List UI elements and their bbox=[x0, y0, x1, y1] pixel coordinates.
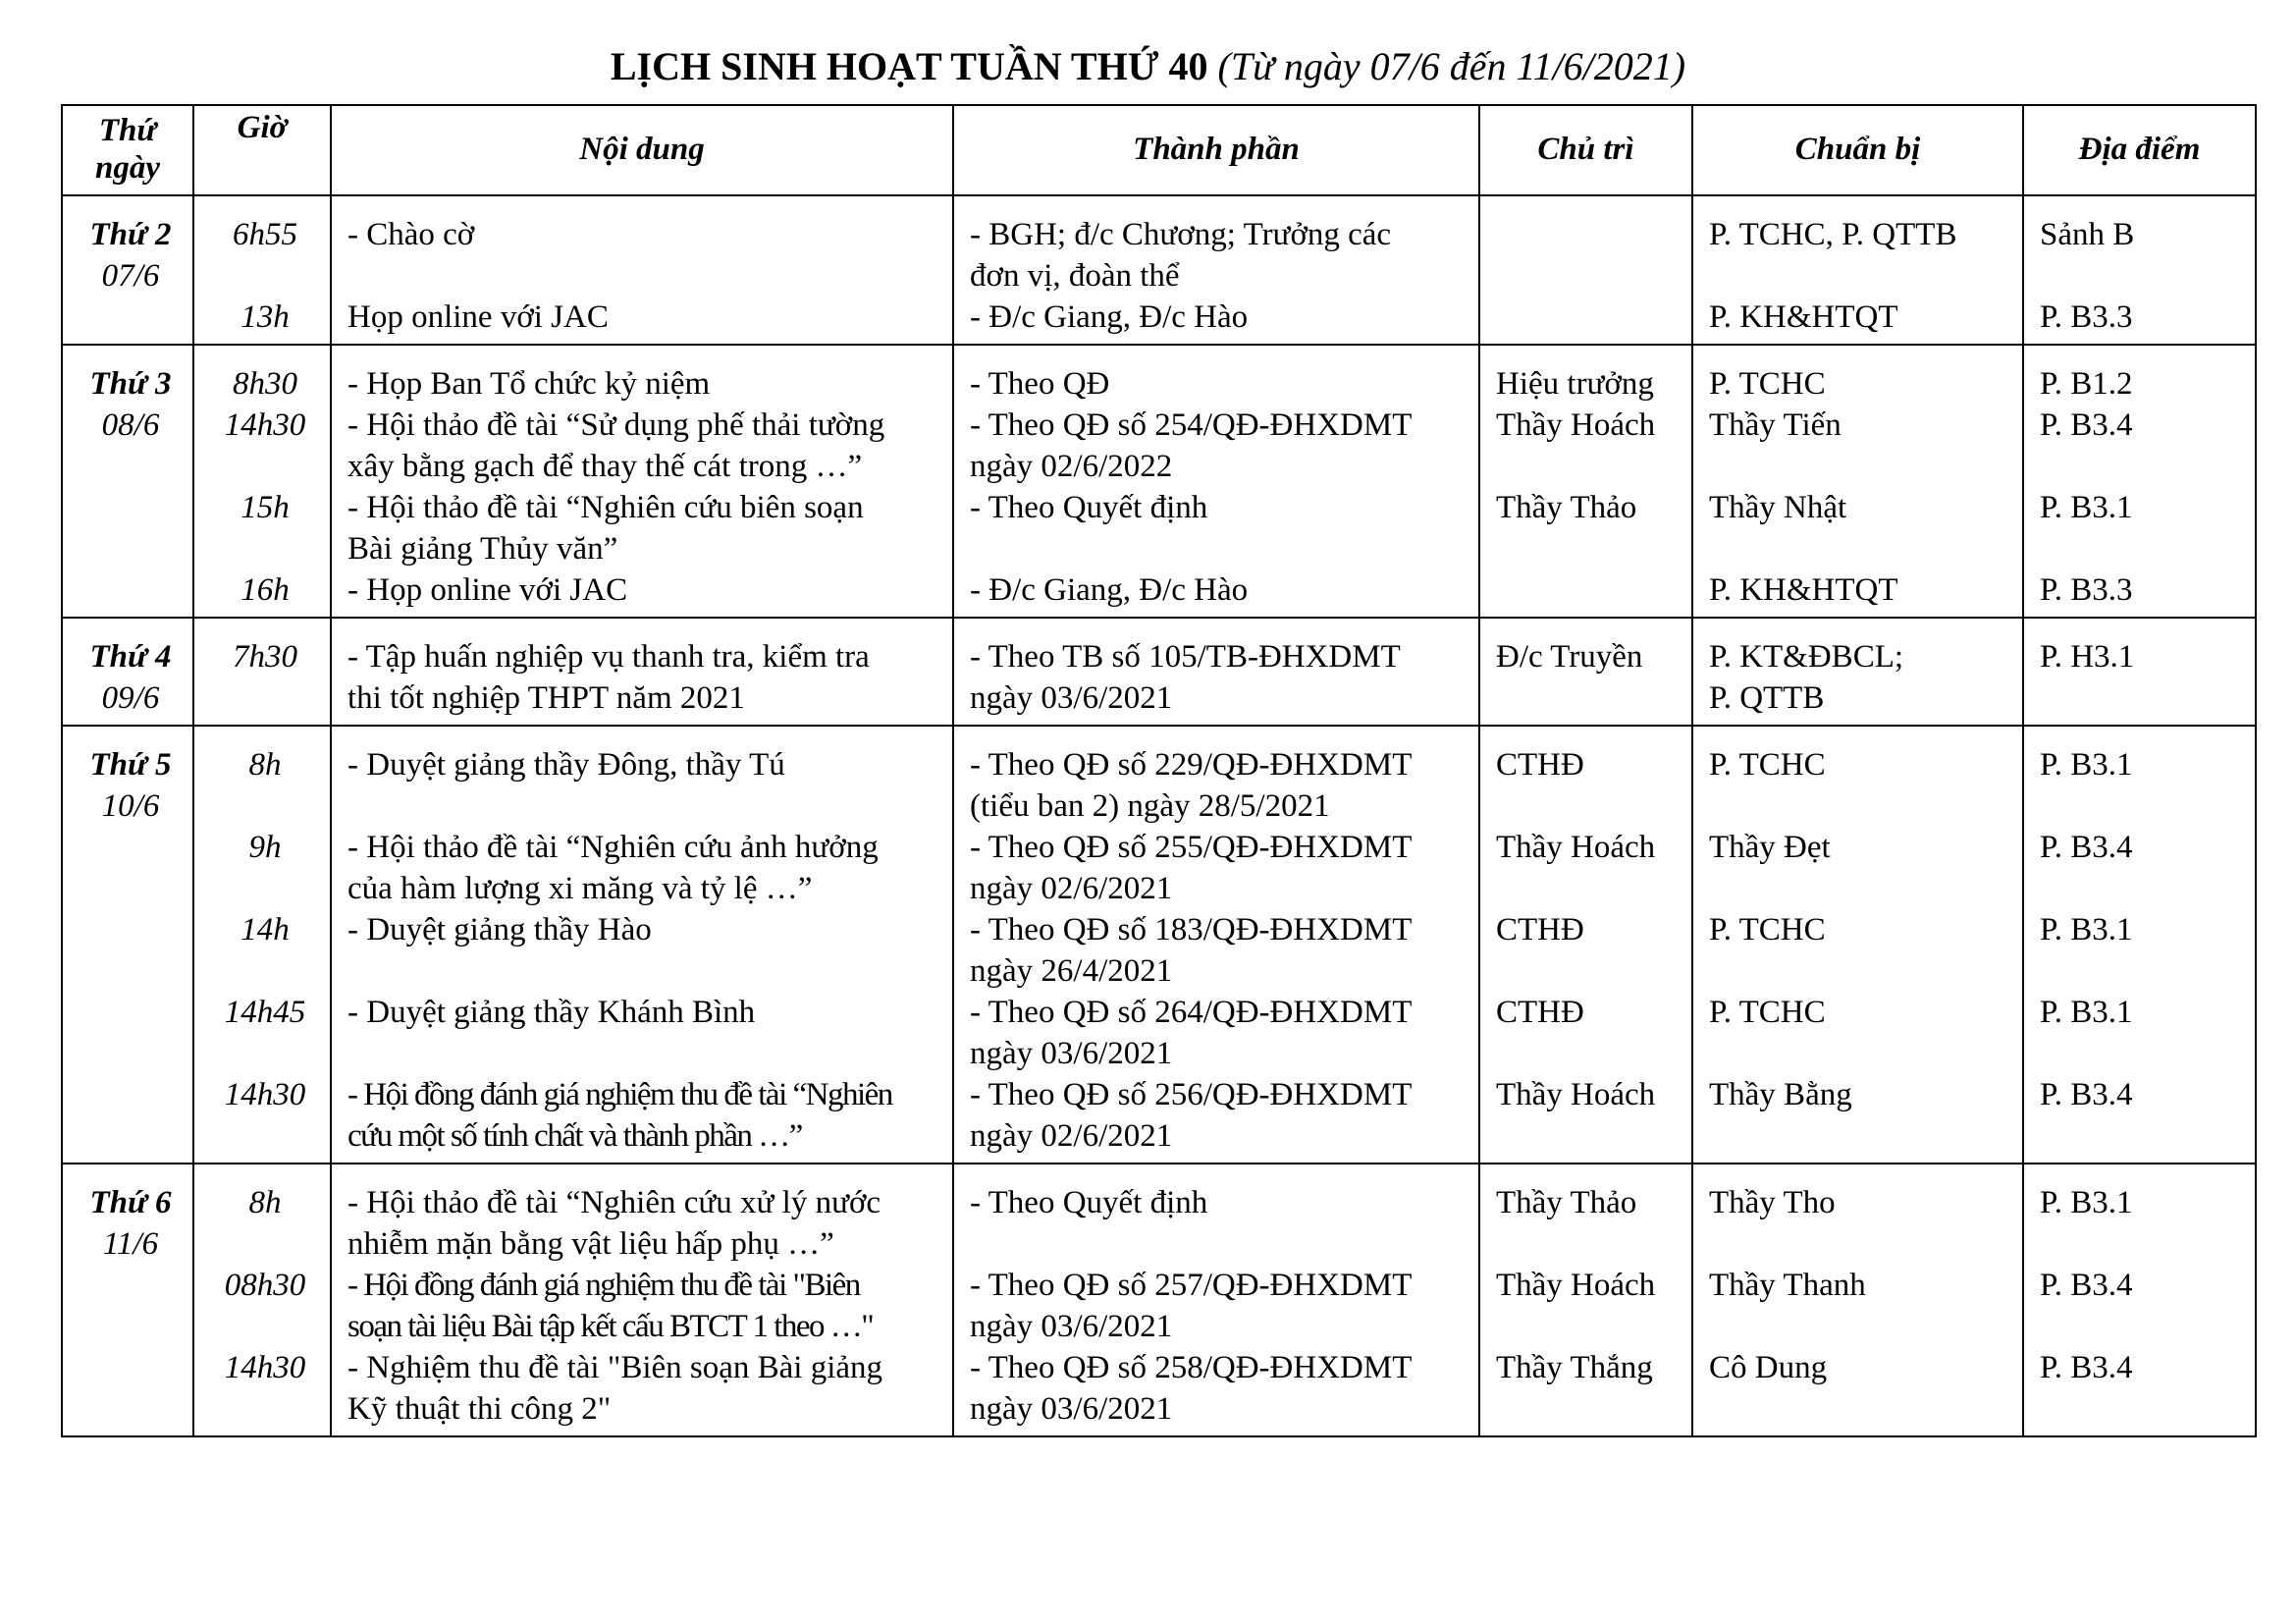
header-prepare: Chuẩn bị bbox=[1692, 105, 2023, 195]
event-participants-line: - Theo QĐ số 254/QĐ-ĐHXDMT bbox=[970, 407, 1413, 443]
header-chair: Chủ trì bbox=[1479, 105, 1692, 195]
event-chair: Thầy Hoách bbox=[1479, 1265, 1692, 1347]
event-content-line: cứu một số tính chất và thành phần …” bbox=[347, 1118, 802, 1154]
day-date: 10/6 bbox=[101, 788, 160, 824]
event-location: P. B3.3 bbox=[2023, 569, 2256, 618]
event-prepare bbox=[1692, 726, 2023, 827]
schedule-table bbox=[61, 104, 2257, 1437]
header-row bbox=[62, 105, 2256, 195]
event-prepare bbox=[1692, 909, 2023, 992]
event-prepare bbox=[1692, 827, 2023, 909]
event-prepare bbox=[1692, 195, 2023, 297]
event-content bbox=[331, 405, 953, 487]
event-prepare bbox=[1692, 1164, 2023, 1265]
schedule-row bbox=[62, 405, 2256, 487]
event-prepare bbox=[1692, 618, 2023, 726]
event-chair: Đ/c Truyền bbox=[1479, 618, 1692, 726]
event-content-line: Bài giảng Thủy văn” bbox=[347, 531, 618, 567]
event-participants bbox=[953, 297, 1479, 345]
event-time: 15h bbox=[193, 487, 331, 569]
event-chair: Thầy Hoách bbox=[1479, 405, 1692, 487]
event-chair bbox=[1479, 195, 1692, 297]
event-participants-line: (tiểu ban 2) ngày 28/5/2021 bbox=[970, 788, 1330, 824]
event-content bbox=[331, 1347, 953, 1436]
event-participants bbox=[953, 405, 1479, 487]
event-participants-line: - BGH; đ/c Chương; Trưởng các bbox=[970, 217, 1392, 252]
event-participants-line: - Theo Quyết định bbox=[970, 490, 1208, 525]
schedule-body bbox=[62, 195, 2256, 1436]
event-location: P. B3.1 bbox=[2023, 992, 2256, 1074]
day-name: Thứ 2 bbox=[89, 217, 172, 252]
event-content-line: - Hội đồng đánh giá nghiệm thu đề tài "Biên bbox=[347, 1268, 860, 1303]
event-content-line: - Duyệt giảng thầy Đông, thầy Tú bbox=[347, 747, 785, 783]
document-title bbox=[0, 43, 2296, 89]
schedule-row bbox=[62, 195, 2256, 297]
event-participants-line: ngày 03/6/2021 bbox=[970, 1309, 1173, 1344]
header-day bbox=[62, 105, 193, 195]
event-content-line: - Duyệt giảng thầy Khánh Bình bbox=[347, 995, 756, 1030]
event-participants bbox=[953, 1074, 1479, 1164]
event-participants-line: - Theo QĐ số 264/QĐ-ĐHXDMT bbox=[970, 995, 1413, 1030]
event-chair bbox=[1479, 297, 1692, 345]
event-content bbox=[331, 1265, 953, 1347]
event-content-line: - Hội thảo đề tài “Nghiên cứu biên soạn bbox=[347, 490, 864, 525]
event-participants bbox=[953, 992, 1479, 1074]
event-time: 08h30 bbox=[193, 1265, 331, 1347]
event-prepare bbox=[1692, 345, 2023, 405]
event-prepare-line: P. KH&HTQT bbox=[1709, 572, 1898, 608]
schedule-row bbox=[62, 992, 2256, 1074]
event-participants bbox=[953, 618, 1479, 726]
event-location: P. B3.4 bbox=[2023, 1347, 2256, 1436]
event-time: 8h bbox=[193, 1164, 331, 1265]
event-prepare-line: Thầy Tiến bbox=[1709, 407, 1842, 443]
event-chair: Hiệu trưởng bbox=[1479, 345, 1692, 405]
event-content-line: - Duyệt giảng thầy Hào bbox=[347, 912, 652, 947]
event-participants-line: - Theo QĐ số 255/QĐ-ĐHXDMT bbox=[970, 830, 1413, 865]
event-participants bbox=[953, 909, 1479, 992]
event-prepare-line: Thầy Nhật bbox=[1709, 490, 1847, 525]
day-name: Thứ 4 bbox=[89, 639, 172, 675]
event-participants-line: - Theo QĐ bbox=[970, 366, 1110, 402]
event-location: P. H3.1 bbox=[2023, 618, 2256, 726]
event-content bbox=[331, 1074, 953, 1164]
event-prepare-line: P. TCHC, P. QTTB bbox=[1709, 217, 1957, 252]
event-prepare-line: P. TCHC bbox=[1709, 995, 1826, 1030]
day-date: 08/6 bbox=[101, 407, 160, 443]
day-cell bbox=[62, 195, 193, 345]
day-cell bbox=[62, 345, 193, 618]
event-time: 7h30 bbox=[193, 618, 331, 726]
event-chair: Thầy Thảo bbox=[1479, 1164, 1692, 1265]
event-time: 14h30 bbox=[193, 405, 331, 487]
event-prepare-line: P. TCHC bbox=[1709, 912, 1826, 947]
event-participants-line: ngày 03/6/2021 bbox=[970, 1391, 1173, 1427]
event-content-line: của hàm lượng xi măng và tỷ lệ …” bbox=[347, 871, 813, 906]
event-content-line: thi tốt nghiệp THPT năm 2021 bbox=[347, 680, 745, 716]
event-time: 8h30 bbox=[193, 345, 331, 405]
event-content-line: Họp online với JAC bbox=[347, 299, 609, 335]
event-content bbox=[331, 345, 953, 405]
event-content-line: - Hội thảo đề tài “Nghiên cứu xử lý nước bbox=[347, 1185, 881, 1220]
event-participants bbox=[953, 569, 1479, 618]
event-content-line: - Tập huấn nghiệp vụ thanh tra, kiểm tra bbox=[347, 639, 870, 675]
day-name: Thứ 6 bbox=[89, 1185, 172, 1220]
header-day-line1: Thứ bbox=[98, 113, 157, 149]
event-content-line: - Họp Ban Tổ chức kỷ niệm bbox=[347, 366, 711, 402]
event-content-line: - Chào cờ bbox=[347, 217, 475, 252]
event-content bbox=[331, 569, 953, 618]
day-cell bbox=[62, 618, 193, 726]
event-prepare-line: Cô Dung bbox=[1709, 1350, 1828, 1385]
day-name: Thứ 5 bbox=[89, 747, 172, 783]
header-location: Địa điểm bbox=[2023, 105, 2256, 195]
event-location: P. B1.2 bbox=[2023, 345, 2256, 405]
event-time: 9h bbox=[193, 827, 331, 909]
day-date: 07/6 bbox=[101, 258, 160, 294]
event-chair: Thầy Hoách bbox=[1479, 1074, 1692, 1164]
event-content bbox=[331, 992, 953, 1074]
event-chair: Thầy Thảo bbox=[1479, 487, 1692, 569]
event-chair: Thầy Thắng bbox=[1479, 1347, 1692, 1436]
event-content bbox=[331, 827, 953, 909]
schedule-row bbox=[62, 827, 2256, 909]
event-prepare-line: Thầy Tho bbox=[1709, 1185, 1836, 1220]
event-participants-line: - Theo QĐ số 183/QĐ-ĐHXDMT bbox=[970, 912, 1413, 947]
event-time: 14h45 bbox=[193, 992, 331, 1074]
event-prepare bbox=[1692, 569, 2023, 618]
event-participants-line: đơn vị, đoàn thể bbox=[970, 258, 1180, 294]
event-time: 6h55 bbox=[193, 195, 331, 297]
event-location: P. B3.1 bbox=[2023, 1164, 2256, 1265]
schedule-row bbox=[62, 1164, 2256, 1265]
event-prepare-line: P. TCHC bbox=[1709, 747, 1826, 783]
event-content-line: - Hội thảo đề tài “Nghiên cứu ảnh hưởng bbox=[347, 830, 879, 865]
event-prepare-line: P. TCHC bbox=[1709, 366, 1826, 402]
event-participants bbox=[953, 1347, 1479, 1436]
event-location: P. B3.3 bbox=[2023, 297, 2256, 345]
schedule-row bbox=[62, 1265, 2256, 1347]
event-time: 16h bbox=[193, 569, 331, 618]
event-participants-line: - Đ/c Giang, Đ/c Hào bbox=[970, 572, 1249, 608]
event-location: P. B3.4 bbox=[2023, 1074, 2256, 1164]
event-prepare-line: Thầy Thanh bbox=[1709, 1268, 1866, 1303]
schedule-row bbox=[62, 297, 2256, 345]
event-content bbox=[331, 195, 953, 297]
event-prepare bbox=[1692, 487, 2023, 569]
event-content-line: xây bằng gạch để thay thế cát trong …” bbox=[347, 449, 863, 484]
title-date-range: (Từ ngày 07/6 đến 11/6/2021) bbox=[1217, 44, 1686, 88]
event-prepare-line: P. QTTB bbox=[1709, 680, 1825, 716]
schedule-row bbox=[62, 1347, 2256, 1436]
event-participants bbox=[953, 827, 1479, 909]
event-location: P. B3.1 bbox=[2023, 487, 2256, 569]
event-participants-line: ngày 02/6/2022 bbox=[970, 449, 1173, 484]
event-time: 14h30 bbox=[193, 1074, 331, 1164]
event-time: 14h bbox=[193, 909, 331, 992]
event-prepare-line: P. KH&HTQT bbox=[1709, 299, 1898, 335]
event-content bbox=[331, 297, 953, 345]
event-content-line: - Hội đồng đánh giá nghiệm thu đề tài “Nghiên bbox=[347, 1077, 892, 1112]
event-content-line: - Họp online với JAC bbox=[347, 572, 628, 608]
schedule-row bbox=[62, 726, 2256, 827]
event-chair: CTHĐ bbox=[1479, 726, 1692, 827]
event-content-line: - Nghiệm thu đề tài "Biên soạn Bài giảng bbox=[347, 1350, 883, 1385]
schedule-row bbox=[62, 345, 2256, 405]
schedule-row bbox=[62, 1074, 2256, 1164]
event-participants-line: - Theo QĐ số 256/QĐ-ĐHXDMT bbox=[970, 1077, 1413, 1112]
event-participants-line: ngày 03/6/2021 bbox=[970, 1036, 1173, 1071]
event-chair bbox=[1479, 569, 1692, 618]
day-name: Thứ 3 bbox=[89, 366, 172, 402]
event-participants bbox=[953, 195, 1479, 297]
event-prepare bbox=[1692, 297, 2023, 345]
event-prepare-line: Thầy Bằng bbox=[1709, 1077, 1852, 1112]
event-content-line: - Hội thảo đề tài “Sử dụng phế thải tường bbox=[347, 407, 885, 443]
event-chair: CTHĐ bbox=[1479, 992, 1692, 1074]
event-location: P. B3.1 bbox=[2023, 909, 2256, 992]
event-participants bbox=[953, 726, 1479, 827]
event-time: 13h bbox=[193, 297, 331, 345]
event-location: P. B3.1 bbox=[2023, 726, 2256, 827]
event-prepare bbox=[1692, 1265, 2023, 1347]
event-participants-line: - Đ/c Giang, Đ/c Hào bbox=[970, 299, 1249, 335]
event-prepare bbox=[1692, 405, 2023, 487]
event-prepare bbox=[1692, 992, 2023, 1074]
event-participants-line: - Theo Quyết định bbox=[970, 1185, 1208, 1220]
event-chair: Thầy Hoách bbox=[1479, 827, 1692, 909]
event-participants bbox=[953, 345, 1479, 405]
day-cell bbox=[62, 1164, 193, 1436]
event-participants bbox=[953, 1164, 1479, 1265]
event-participants-line: ngày 02/6/2021 bbox=[970, 1118, 1173, 1154]
event-content-line: soạn tài liệu Bài tập kết cấu BTCT 1 theo …" bbox=[347, 1309, 874, 1344]
event-participants bbox=[953, 1265, 1479, 1347]
header-content: Nội dung bbox=[331, 105, 953, 195]
schedule-row bbox=[62, 569, 2256, 618]
title-main: LỊCH SINH HOẠT TUẦN THỨ 40 bbox=[610, 44, 1208, 88]
event-participants bbox=[953, 487, 1479, 569]
header-day-line2: ngày bbox=[95, 150, 160, 186]
schedule-row bbox=[62, 909, 2256, 992]
day-date: 11/6 bbox=[102, 1226, 159, 1262]
event-participants-line: ngày 02/6/2021 bbox=[970, 871, 1173, 906]
event-time: 14h30 bbox=[193, 1347, 331, 1436]
event-prepare bbox=[1692, 1347, 2023, 1436]
event-prepare-line: Thầy Đẹt bbox=[1709, 830, 1831, 865]
event-location: P. B3.4 bbox=[2023, 1265, 2256, 1347]
event-location: P. B3.4 bbox=[2023, 405, 2256, 487]
event-participants-line: ngày 26/4/2021 bbox=[970, 953, 1173, 989]
event-content bbox=[331, 726, 953, 827]
event-participants-line: - Theo QĐ số 229/QĐ-ĐHXDMT bbox=[970, 747, 1413, 783]
event-time: 8h bbox=[193, 726, 331, 827]
event-content bbox=[331, 487, 953, 569]
event-location: Sảnh B bbox=[2023, 195, 2256, 297]
event-location: P. B3.4 bbox=[2023, 827, 2256, 909]
header-participants: Thành phần bbox=[953, 105, 1479, 195]
event-content bbox=[331, 618, 953, 726]
schedule-row bbox=[62, 618, 2256, 726]
schedule-row bbox=[62, 487, 2256, 569]
header-time: Giờ bbox=[193, 105, 331, 195]
event-content bbox=[331, 1164, 953, 1265]
event-participants-line: - Theo QĐ số 258/QĐ-ĐHXDMT bbox=[970, 1350, 1413, 1385]
event-chair: CTHĐ bbox=[1479, 909, 1692, 992]
event-prepare-line: P. KT&ĐBCL; bbox=[1709, 639, 1904, 675]
day-date: 09/6 bbox=[101, 680, 160, 716]
event-prepare bbox=[1692, 1074, 2023, 1164]
event-content-line: Kỹ thuật thi công 2" bbox=[347, 1391, 612, 1427]
day-cell bbox=[62, 726, 193, 1164]
event-participants-line: - Theo TB số 105/TB-ĐHXDMT bbox=[970, 639, 1401, 675]
event-content-line: nhiễm mặn bằng vật liệu hấp phụ …” bbox=[347, 1226, 834, 1262]
event-participants-line: - Theo QĐ số 257/QĐ-ĐHXDMT bbox=[970, 1268, 1413, 1303]
event-participants-line: ngày 03/6/2021 bbox=[970, 680, 1173, 716]
event-content bbox=[331, 909, 953, 992]
